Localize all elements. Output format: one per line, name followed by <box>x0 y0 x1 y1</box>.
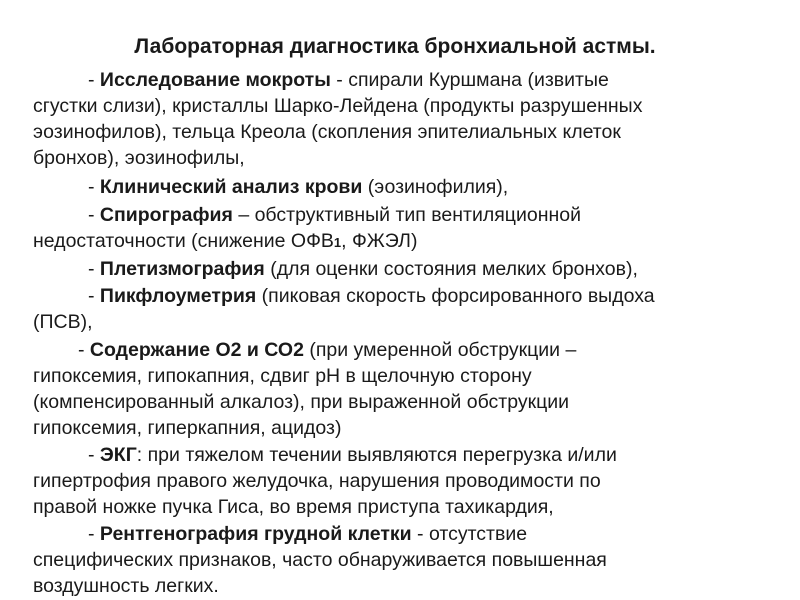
peak-line-1 <box>88 284 800 308</box>
sputum-line-1 <box>88 68 800 92</box>
ecg-heading: ЭКГ <box>99 444 137 466</box>
peak-line-2: (ПСВ), <box>33 311 93 333</box>
blood-line <box>88 175 800 199</box>
spiro-subscript: 1 <box>333 235 342 250</box>
pleth-line <box>88 257 800 281</box>
spiro-text-2a: недостаточности (снижение ОФВ <box>33 230 334 252</box>
sputum-text-1: - спирали Куршмана (извитые <box>330 69 609 91</box>
pleth-dash: - <box>88 258 100 280</box>
blood-dash: - <box>88 176 100 198</box>
gas-line-1 <box>78 338 800 362</box>
gas-line-4: гипоксемия, гиперкапния, ацидоз) <box>33 417 342 439</box>
gas-line-3: (компенсированный алкалоз), при выраженной обструкции <box>33 391 570 413</box>
spiro-text-1: – обструктивный тип вентиляционной <box>232 204 581 226</box>
spiro-line-2 <box>33 229 773 255</box>
peak-text-1: (пиковая скорость форсированного выдоха <box>256 285 655 307</box>
peak-dash: - <box>88 285 100 307</box>
gas-dash: - <box>78 339 90 361</box>
ecg-text-1: : при тяжелом течении выявляются перегрузка и/или <box>136 444 617 466</box>
spiro-heading: Спирография <box>99 204 233 226</box>
pleth-text: (для оценки состояния мелких бронхов), <box>264 258 638 280</box>
sputum-line-2: сгустки слизи), кристаллы Шарко-Лейдена (продукты разрушенных <box>33 95 643 117</box>
xray-dash: - <box>88 523 100 545</box>
spiro-line-1 <box>88 203 800 227</box>
xray-text-1: - отсутствие <box>411 523 528 545</box>
ecg-dash: - <box>88 444 100 466</box>
ecg-line-3: правой ножке пучка Гиса, во время приступа тахикардия, <box>33 496 554 518</box>
pleth-heading: Плетизмография <box>99 258 265 280</box>
gas-line-2: гипоксемия, гипокапния, сдвиг pH в щелочную сторону <box>33 365 532 387</box>
xray-line-3: воздушность легких. <box>33 575 219 597</box>
xray-line-2: специфических признаков, часто обнаруживается повышенная <box>33 549 607 571</box>
ecg-line-2: гипертрофия правого желудочка, нарушения проводимости по <box>33 470 601 492</box>
slide-title: Лабораторная диагностика бронхиальной астмы. <box>134 35 656 58</box>
spiro-dash: - <box>88 204 100 226</box>
sputum-dash: - <box>88 69 100 91</box>
spiro-text-2b: , ФЖЭЛ) <box>341 230 418 252</box>
xray-heading: Рентгенография грудной клетки <box>99 523 412 545</box>
blood-text: (эозинофилия), <box>362 176 509 198</box>
ecg-line-1 <box>88 443 800 467</box>
sputum-heading: Исследование мокроты <box>99 69 331 91</box>
xray-line-1 <box>88 522 800 546</box>
peak-heading: Пикфлоуметрия <box>99 285 257 307</box>
sputum-line-3: эозинофилов), тельца Креола (скопления эпителиальных клеток <box>33 121 621 143</box>
blood-heading: Клинический анализ крови <box>99 176 363 198</box>
sputum-line-4: бронхов), эозинофилы, <box>33 147 245 169</box>
gas-heading: Содержание О2 и СО2 <box>89 339 304 361</box>
gas-text-1: (при умеренной обструкции – <box>303 339 577 361</box>
